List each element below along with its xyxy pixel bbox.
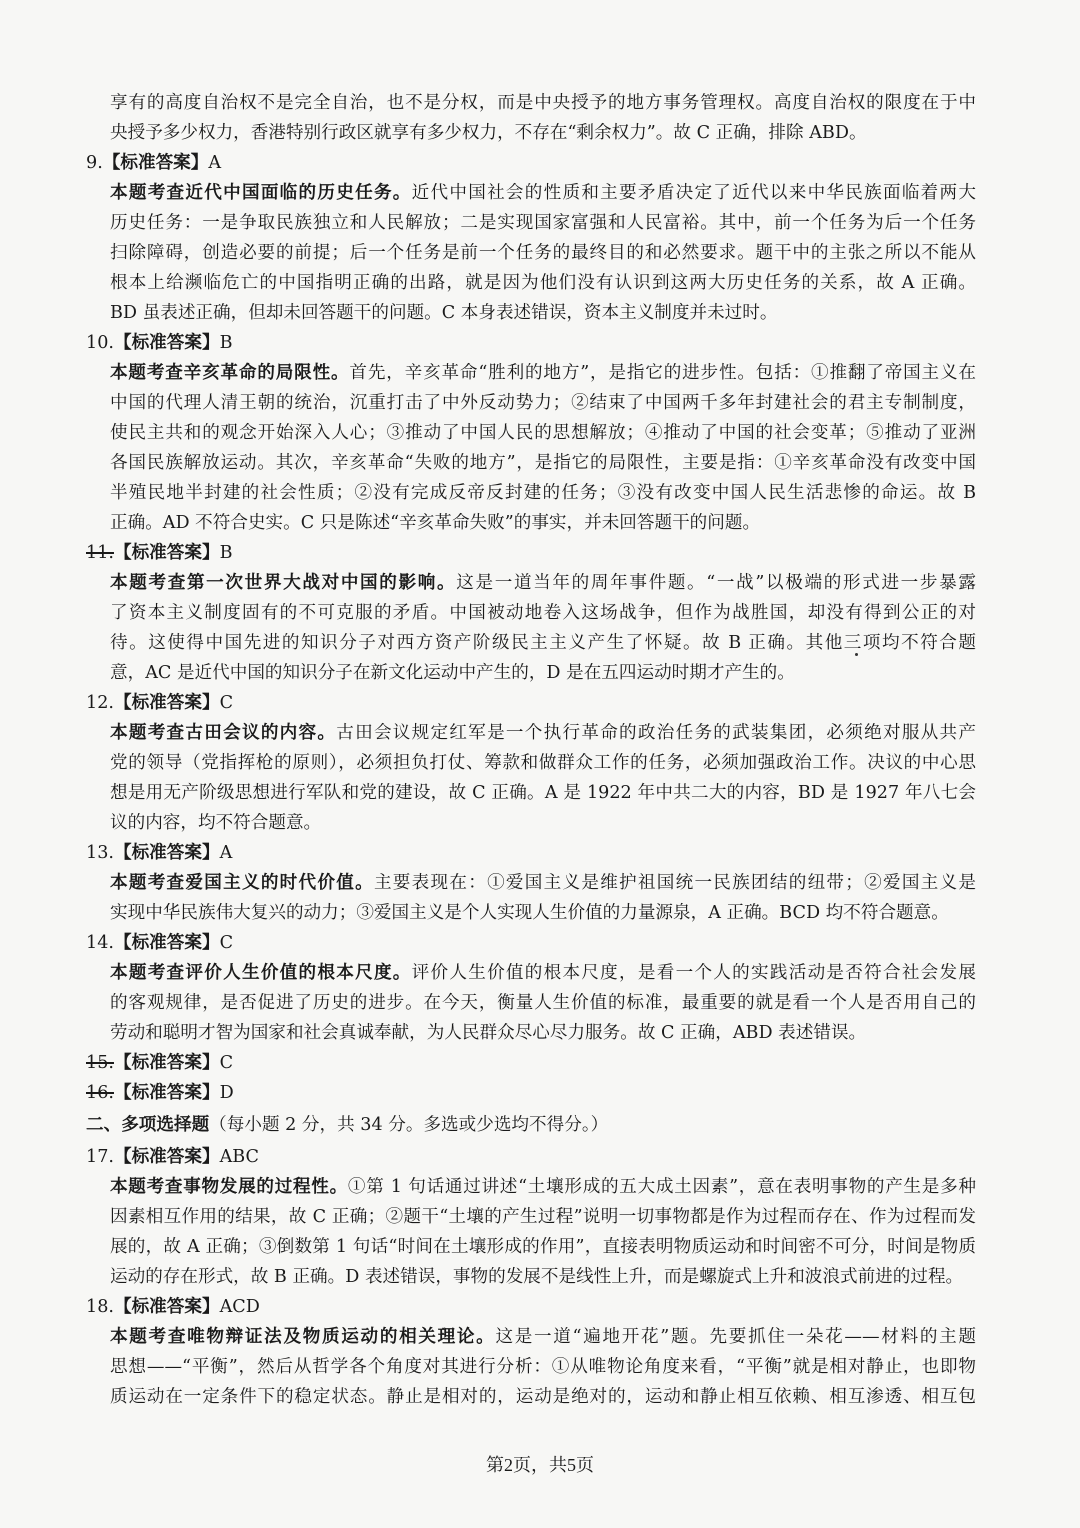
q17-focus: 本题考查事物发展的过程性。	[110, 1176, 348, 1197]
answer-label: 【标准答案】	[113, 1146, 220, 1167]
answer-label: 【标准答案】	[113, 692, 220, 713]
q17-line-3: 展的，故 A 正确；③倒数第 1 句话“时间在土壤形成的作用”，直接表明物质运动和时间密不可分，时间是物质	[110, 1237, 976, 1257]
q11-header	[86, 538, 233, 568]
q12-line-2: 党的领导（党指挥枪的原则），必须担负打仗、筹款和做群众工作的任务，必须加强政治工作。决议的中心思	[110, 753, 976, 773]
answer-label: 【标准答案】	[102, 152, 209, 173]
q18-focus: 本题考查唯物辩证法及物质运动的相关理论。	[110, 1326, 496, 1347]
q10-answer: B	[219, 333, 233, 353]
q10-line-6: 正确。AD 不符合史实。C 只是陈述“辛亥革命失败”的事实，并未回答题干的问题。	[110, 513, 761, 533]
q14-line-2: 的客观规律，是否促进了历史的进步。在今天，衡量人生价值的标准，最重要的就是看一个人是否用自己的	[110, 993, 976, 1013]
q14-number: 14.	[86, 933, 114, 953]
q9-text: 近代中国社会的性质和主要矛盾决定了近代以来中华民族面临着两大	[411, 183, 976, 203]
q12-line-3: 想是用无产阶级思想进行军队和党的建设，故 C 正确。A 是 1922 年中共二大的内容，BD 是 1927 年八七会	[110, 783, 976, 803]
q9-answer: A	[208, 153, 222, 173]
q10-number: 10.	[86, 333, 114, 353]
q12-line-1	[110, 718, 976, 748]
q11-line-4: 意，AC 是近代中国的知识分子在新文化运动中产生的，D 是在五四运动时期才产生的。	[110, 663, 795, 683]
q12-text: 古田会议规定红军是一个执行革命的政治任务的武装集团，必须绝对服从共产	[336, 723, 976, 743]
q17-answer: ABC	[219, 1147, 259, 1167]
answer-label: 【标准答案】	[113, 1082, 220, 1103]
q11-answer: B	[219, 543, 233, 563]
answer-label: 【标准答案】	[113, 542, 220, 563]
q17-line-2: 因素相互作用的结果，故 C 正确；②题干“土壤的产生过程”说明一切事物都是作为过程而存在、作为过程而发	[110, 1207, 976, 1227]
q13-number: 13.	[86, 843, 114, 863]
q18-text: 这是一道“遍地开花”题。先要抓住一朵花——材料的主题	[495, 1327, 976, 1347]
section-note: （每小题 2 分，共 34 分。多选或少选均不得分。）	[209, 1115, 609, 1135]
q10-line-5: 半殖民地半封建的社会性质；②没有完成反帝反封建的任务；③没有改变中国人民生活悲惨的命运。故 B	[110, 483, 976, 503]
q10-focus: 本题考查辛亥革命的局限性。	[110, 362, 350, 383]
q14-answer: C	[219, 933, 234, 953]
answer-label: 【标准答案】	[113, 332, 220, 353]
q9-line-5: BD 虽表述正确，但却未回答题干的问题。C 本身表述错误，资本主义制度并未过时。	[110, 303, 778, 323]
q11-focus: 本题考查第一次世界大战对中国的影响。	[110, 572, 457, 593]
intro-line-2: 央授予多少权力，香港特别行政区就享有多少权力，不存在“剩余权力”。故 C 正确，排除 ABD。	[110, 123, 867, 143]
section-title: 二、多项选择题	[86, 1114, 210, 1135]
q15-answer: C	[219, 1053, 234, 1073]
answer-label: 【标准答案】	[113, 842, 220, 863]
q14-focus: 本题考查评价人生价值的根本尺度。	[110, 962, 412, 983]
answer-label: 【标准答案】	[113, 932, 220, 953]
q10-line-3: 使民主共和的观念开始深入人心；③推动了中国人民的思想解放；④推动了中国的社会变革；⑤推动了亚洲	[110, 423, 976, 443]
q18-answer: ACD	[219, 1297, 260, 1317]
q12-focus: 本题考查古田会议的内容。	[110, 722, 337, 743]
q14-line-3: 劳动和聪明才智为国家和社会真诚奉献，为人民群众尽心尽力服务。故 C 正确，ABD 表述错误。	[110, 1023, 867, 1043]
q12-line-4: 议的内容，均不符合题意。	[110, 813, 322, 833]
q14-text: 评价人生价值的根本尺度，是看一个人的实践活动是否符合社会发展	[411, 963, 976, 983]
q9-line-3: 扫除障碍，创造必要的前提；后一个任务是前一个任务的最终目的和必然要求。题干中的主张之所以不能从	[110, 243, 976, 263]
q18-line-2: 思想——“平衡”，然后从哲学各个角度对其进行分析：①从唯物论角度来看，“平衡”就是相对静止，也即物	[110, 1357, 976, 1377]
q9-number: 9.	[86, 153, 103, 173]
scan-speck	[855, 653, 858, 656]
q10-line-2: 中国的代理人清王朝的统治，沉重打击了中外反动势力；②结束了中国两千多年封建社会的君主专制制度，	[110, 393, 976, 413]
q11-number: 11.	[86, 543, 114, 563]
q9-focus: 本题考查近代中国面临的历史任务。	[110, 182, 412, 203]
q10-text: 首先，辛亥革命“胜利的地方”，是指它的进步性。包括：①推翻了帝国主义在	[349, 363, 976, 383]
q16-answer: D	[219, 1083, 234, 1103]
q14-header	[86, 928, 233, 958]
q10-header	[86, 328, 233, 358]
q9-header	[86, 148, 221, 178]
q9-line-4: 根本上给濒临危亡的中国指明正确的出路，就是因为他们没有认识到这两大历史任务的关系，故 A 正确。	[110, 273, 976, 293]
q13-line-2: 实现中华民族伟大复兴的动力；③爱国主义是个人实现人生价值的力量源泉，A 正确。BCD 均不符合题意。	[110, 903, 949, 923]
page-number: 第2页，共5页	[486, 1455, 594, 1475]
q13-header	[86, 838, 232, 868]
answer-label: 【标准答案】	[113, 1052, 220, 1073]
q10-line-4: 各国民族解放运动。其次，辛亥革命“失败的地方”，是指它的局限性，主要是指：①辛亥革命没有改变中国	[110, 453, 976, 473]
q16-number: 16.	[86, 1083, 114, 1103]
q13-focus: 本题考查爱国主义的时代价值。	[110, 872, 374, 893]
q13-answer: A	[219, 843, 233, 863]
q18-header	[86, 1292, 260, 1322]
intro-line-1: 享有的高度自治权不是完全自治，也不是分权，而是中央授予的地方事务管理权。高度自治权的限度在于中	[110, 93, 976, 113]
q9-line-1	[110, 178, 976, 208]
q13-line-1	[110, 868, 976, 898]
q13-text: 主要表现在：①爱国主义是维护祖国统一民族团结的纽带；②爱国主义是	[373, 873, 976, 893]
q15-header	[86, 1048, 233, 1078]
q11-line-3: 待。这使得中国先进的知识分子对西方资产阶级民主主义产生了怀疑。故 B 正确。其他三项均不符合题	[110, 633, 976, 653]
q18-line-1	[110, 1322, 976, 1352]
q11-line-2: 了资本主义制度固有的不可克服的矛盾。中国被动地卷入这场战争，但作为战胜国，却没有得到公正的对	[110, 603, 976, 623]
q17-line-4: 运动的存在形式，故 B 正确。D 表述错误，事物的发展不是线性上升，而是螺旋式上升和波浪式前进的过程。	[110, 1267, 964, 1287]
answer-label: 【标准答案】	[113, 1296, 220, 1317]
section-heading	[86, 1110, 608, 1140]
q16-header	[86, 1078, 234, 1108]
q17-number: 17.	[86, 1147, 114, 1167]
q17-header	[86, 1142, 259, 1172]
q11-text: 这是一道当年的周年事件题。“一战”以极端的形式进一步暴露	[456, 573, 976, 593]
q17-line-1	[110, 1172, 976, 1202]
q18-line-3: 质运动在一定条件下的稳定状态。静止是相对的，运动是绝对的，运动和静止相互依赖、相互渗透、相互包	[110, 1387, 976, 1407]
q18-number: 18.	[86, 1297, 114, 1317]
q15-number: 15.	[86, 1053, 114, 1073]
q11-line-1	[110, 568, 976, 598]
q10-line-1	[110, 358, 976, 388]
q12-answer: C	[219, 693, 234, 713]
q12-number: 12.	[86, 693, 114, 713]
q12-header	[86, 688, 233, 718]
q17-text: ①第 1 句话通过讲述“土壤形成的五大成土因素”，意在表明事物的产生是多种	[347, 1177, 976, 1197]
q14-line-1	[110, 958, 976, 988]
q9-line-2: 历史任务：一是争取民族独立和人民解放；二是实现国家富强和人民富裕。其中，前一个任务为后一个任务	[110, 213, 976, 233]
